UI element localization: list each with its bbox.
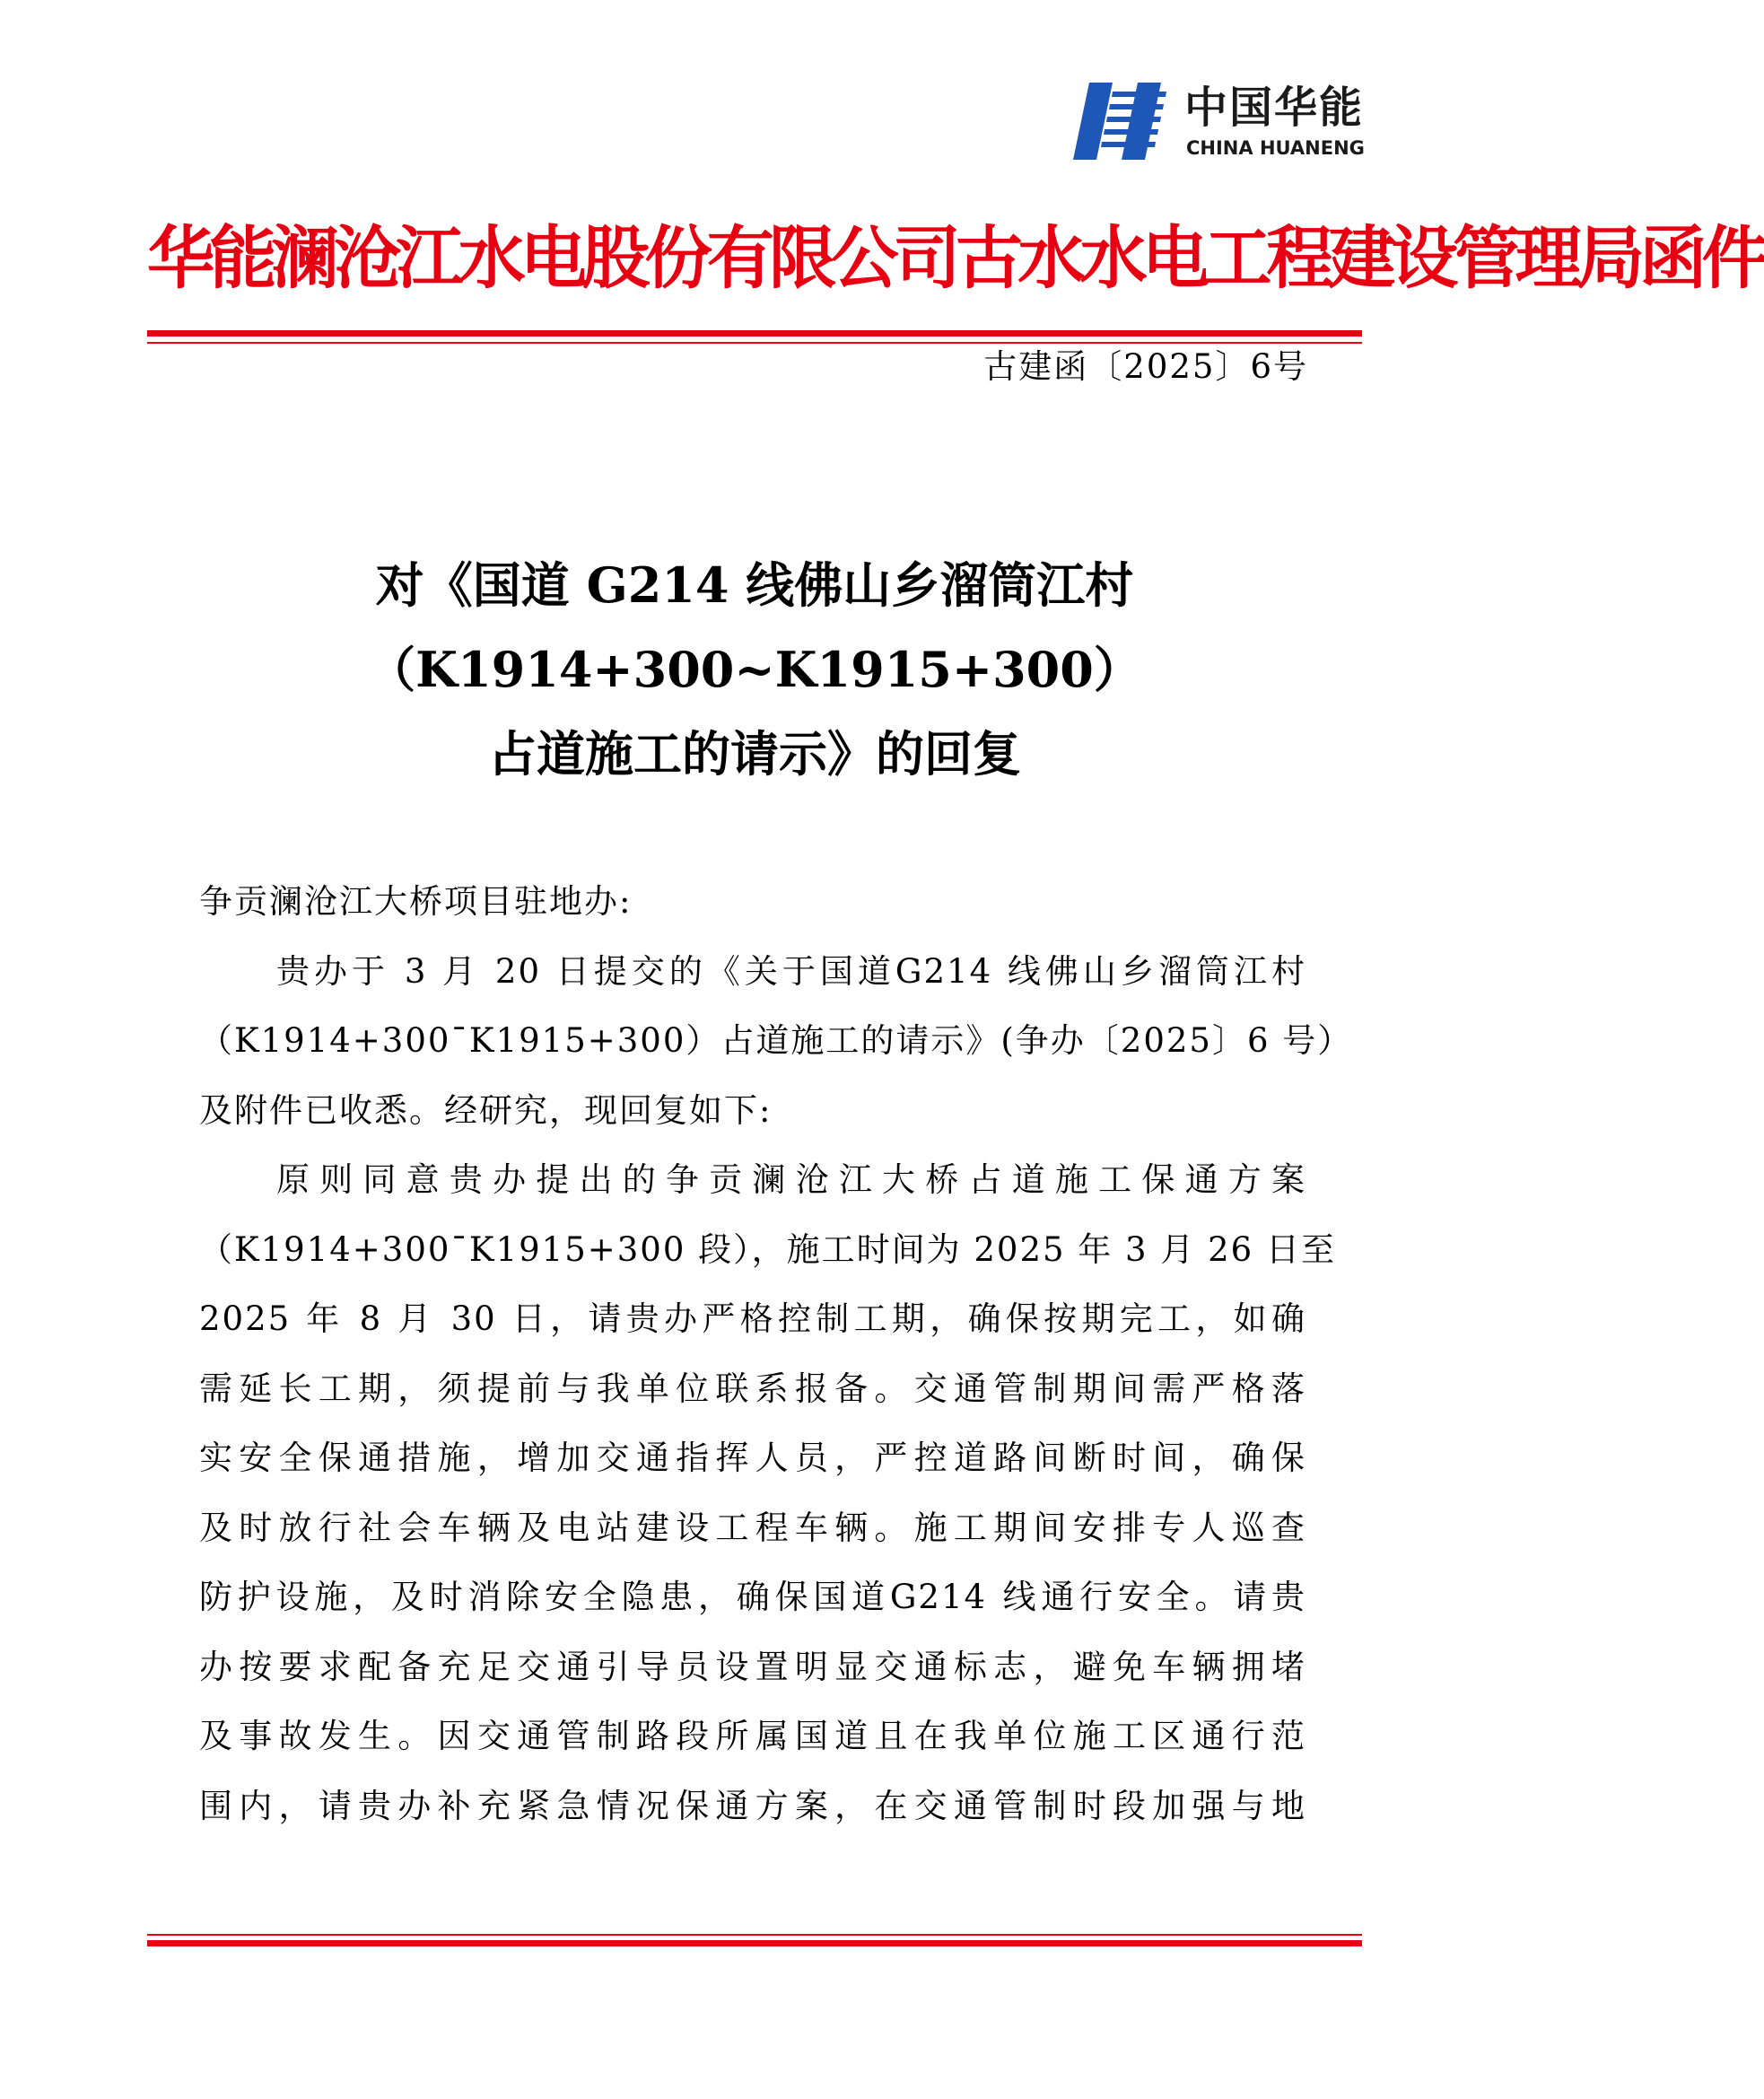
paragraph-2 [199, 1145, 1336, 1841]
paragraph-2-line: 围内，请贵办补充紧急情况保通方案，在交通管制时段加强与地 [199, 1786, 1306, 1825]
title-line-3: 占道施工的请示》的回复 [488, 725, 1021, 783]
paragraph-2-line: 原则同意贵办提出的争贡澜沧江大桥占道施工保通方案 [276, 1160, 1306, 1199]
document-title [147, 543, 1362, 796]
masthead-title: 华能澜沧江水电股份有限公司古水水电工程建设管理局函件 [147, 218, 1764, 298]
paragraph-2-line: （K1914+300¯K1915+300 段），施工时间为 2025 年 3 月 26 日至 [199, 1229, 1336, 1269]
paragraph-1-line: （K1914+300¯K1915+300）占道施工的请示》(争办〔2025〕6 号） [199, 1021, 1353, 1060]
paragraph-1-line: 及附件已收悉。经研究，现回复如下: [199, 1090, 773, 1130]
paragraph-2-line: 防护设施，及时消除安全隐患，确保国道G214 线通行安全。请贵 [199, 1578, 1306, 1616]
header-divider-thin [147, 342, 1362, 344]
paragraph-1 [199, 937, 1353, 1146]
title-line-1: 对《国道 G214 线佛山乡溜筒江村 [375, 556, 1134, 614]
document-number: 古建函〔2025〕6号 [983, 347, 1308, 386]
header-divider-thick [147, 330, 1362, 337]
footer-divider-thin [147, 1934, 1362, 1936]
paragraph-2-line: 及事故发生。因交通管制路段所属国道且在我单位施工区通行范 [199, 1717, 1306, 1755]
document-body [199, 867, 1353, 1841]
china-huaneng-logo-icon [1073, 83, 1166, 160]
logo-name-en: CHINA HUANENG [1186, 137, 1365, 159]
paragraph-2-line: 实安全保通措施，增加交通指挥人员，严控道路间断时间，确保 [199, 1439, 1306, 1477]
paragraph-2-line: 需延长工期，须提前与我单位联系报备。交通管制期间需严格落 [199, 1369, 1306, 1408]
paragraph-2-line: 及时放行社会车辆及电站建设工程车辆。施工期间安排专人巡查 [199, 1508, 1306, 1547]
salutation: 争贡澜沧江大桥项目驻地办: [199, 882, 633, 921]
logo-name-cn: 中国华能 [1184, 83, 1365, 133]
paragraph-1-line: 贵办于 3 月 20 日提交的《关于国道G214 线佛山乡溜筒江村 [276, 951, 1306, 991]
paragraph-2-line: 办按要求配备充足交通引导员设置明显交通标志，避免车辆拥堵 [199, 1647, 1306, 1686]
footer-divider-thick [147, 1940, 1362, 1946]
paragraph-2-line: 2025 年 8 月 30 日，请贵办严格控制工期，确保按期完工，如确 [199, 1299, 1306, 1338]
title-line-2: （K1914+300~K1915+300） [367, 641, 1142, 698]
company-logo [1073, 81, 1409, 167]
